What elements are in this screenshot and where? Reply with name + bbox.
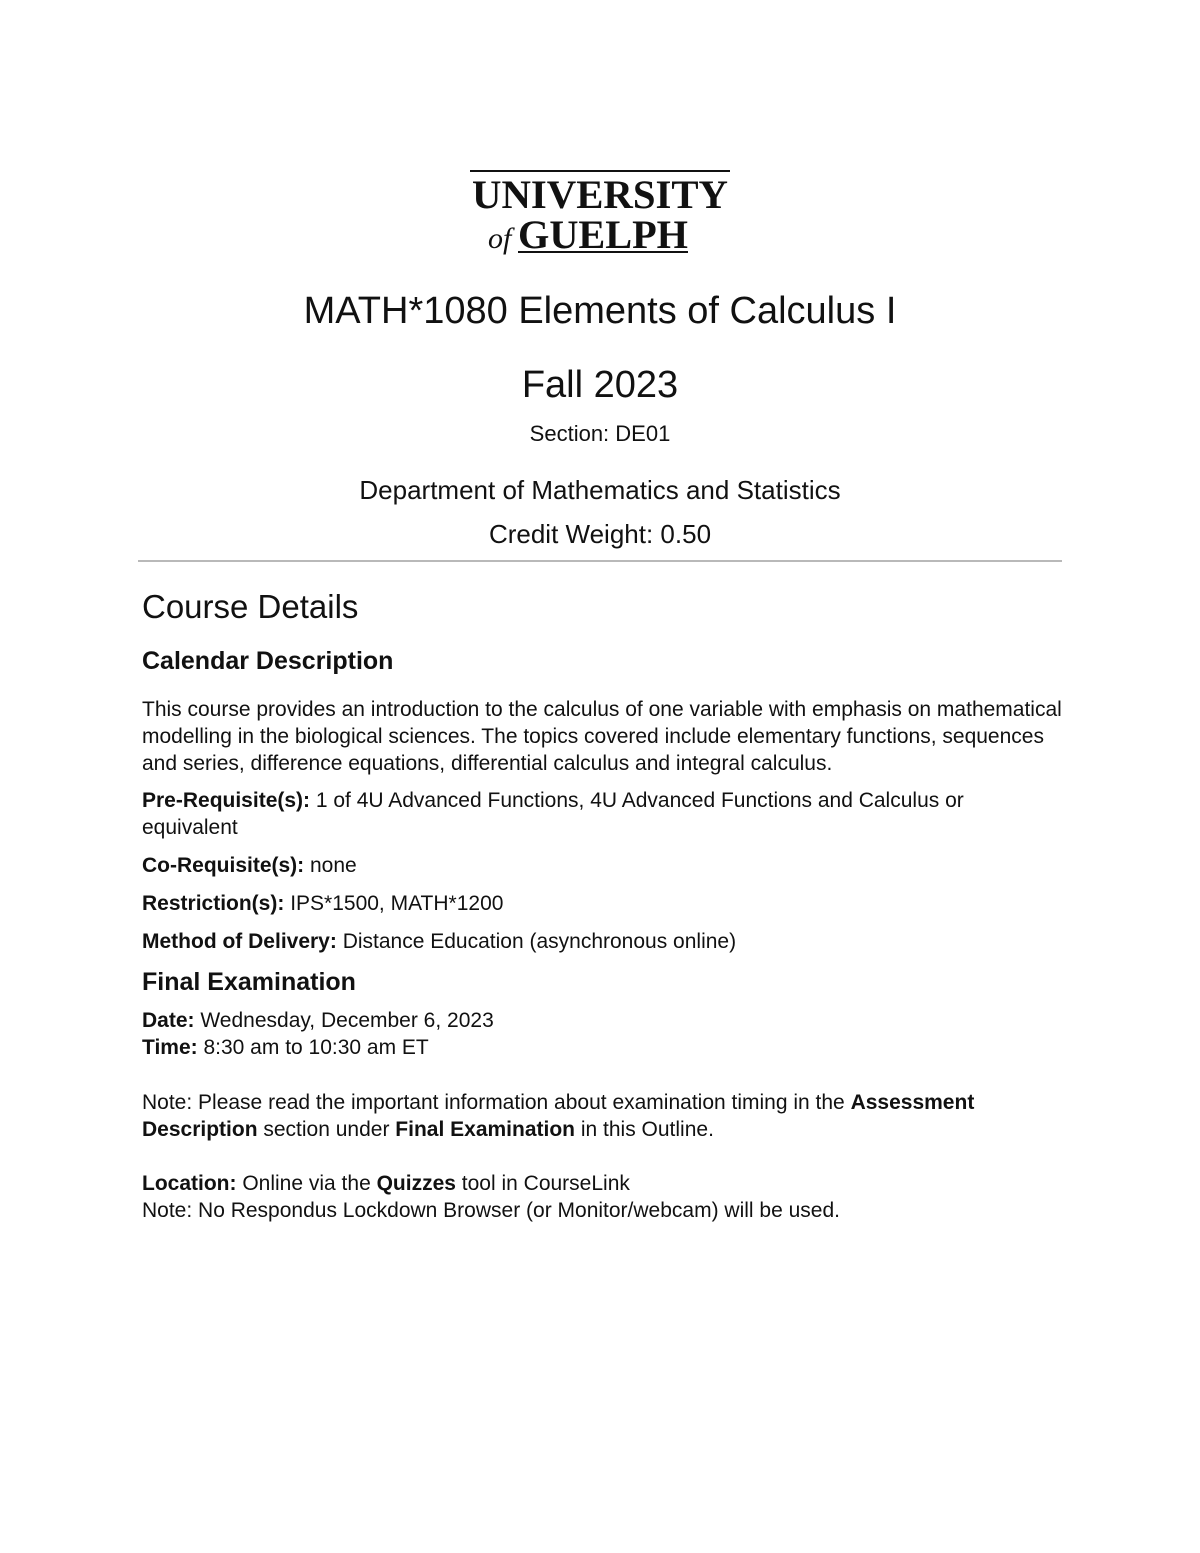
corequisites-label: Co-Requisite(s): xyxy=(142,854,305,877)
logo-line1: UNIVERSITY xyxy=(472,172,729,217)
exam-date xyxy=(142,1007,1062,1034)
course-details-heading: Course Details xyxy=(142,588,359,625)
restrictions xyxy=(142,890,1062,917)
prerequisites-label: Pre-Requisite(s): xyxy=(142,789,311,812)
logo-line2: GUELPH xyxy=(518,212,688,257)
exam-date-label: Date: xyxy=(142,1009,195,1032)
exam-location xyxy=(142,1170,1062,1197)
location-quizzes: Quizzes xyxy=(376,1172,456,1195)
university-logo xyxy=(468,168,732,260)
delivery-value: Distance Education (asynchronous online) xyxy=(336,930,737,953)
restrictions-label: Restriction(s): xyxy=(142,892,285,915)
calendar-description-heading: Calendar Description xyxy=(142,647,394,675)
final-examination-heading: Final Examination xyxy=(142,968,356,996)
calendar-description: This course provides an introduction to the calculus of one variable with emphasis on mathematical modelling in the biological sciences. The topics covered include elementary functions, sequences and series, difference equations, differential calculus and integral calculus. xyxy=(142,698,1062,775)
delivery-label: Method of Delivery: xyxy=(142,930,337,953)
credit-weight: Credit Weight: 0.50 xyxy=(488,519,712,549)
exam-time-label: Time: xyxy=(142,1036,198,1059)
note-suffix: in this Outline. xyxy=(575,1118,714,1141)
course-title: MATH*1080 Elements of Calculus I xyxy=(303,290,897,332)
location-prefix: Online via the xyxy=(236,1172,377,1195)
course-details-content xyxy=(142,584,1062,1224)
header-divider xyxy=(138,560,1062,562)
location-suffix: tool in CourseLink xyxy=(455,1172,630,1195)
corequisites-value: none xyxy=(304,854,357,877)
term: Fall 2023 xyxy=(521,364,679,406)
browser-note: Note: No Respondus Lockdown Browser (or Monitor/webcam) will be used. xyxy=(142,1199,840,1222)
location-label: Location: xyxy=(142,1172,237,1195)
exam-date-value: Wednesday, December 6, 2023 xyxy=(194,1009,494,1032)
exam-time-value: 8:30 am to 10:30 am ET xyxy=(197,1036,429,1059)
university-of-guelph-logo xyxy=(468,168,732,260)
section: Section: DE01 xyxy=(529,421,671,446)
restrictions-value: IPS*1500, MATH*1200 xyxy=(284,892,504,915)
exam-time xyxy=(142,1034,1062,1061)
note-mid: section under xyxy=(257,1118,396,1141)
method-of-delivery xyxy=(142,928,1062,955)
note-final-examination: Final Examination xyxy=(395,1118,575,1141)
note-prefix: Note: Please read the important information about examination timing in the xyxy=(142,1091,851,1114)
prerequisites xyxy=(142,787,1062,841)
department: Department of Mathematics and Statistics xyxy=(359,475,841,505)
logo-line2-prefix: of xyxy=(488,222,512,255)
note-assessment-description: Assessment Description xyxy=(142,1091,975,1141)
prerequisites-value: 1 of 4U Advanced Functions, 4U Advanced Functions and Calculus or equivalent xyxy=(142,789,964,839)
corequisites xyxy=(142,852,1062,879)
exam-timing-note xyxy=(142,1089,1062,1143)
